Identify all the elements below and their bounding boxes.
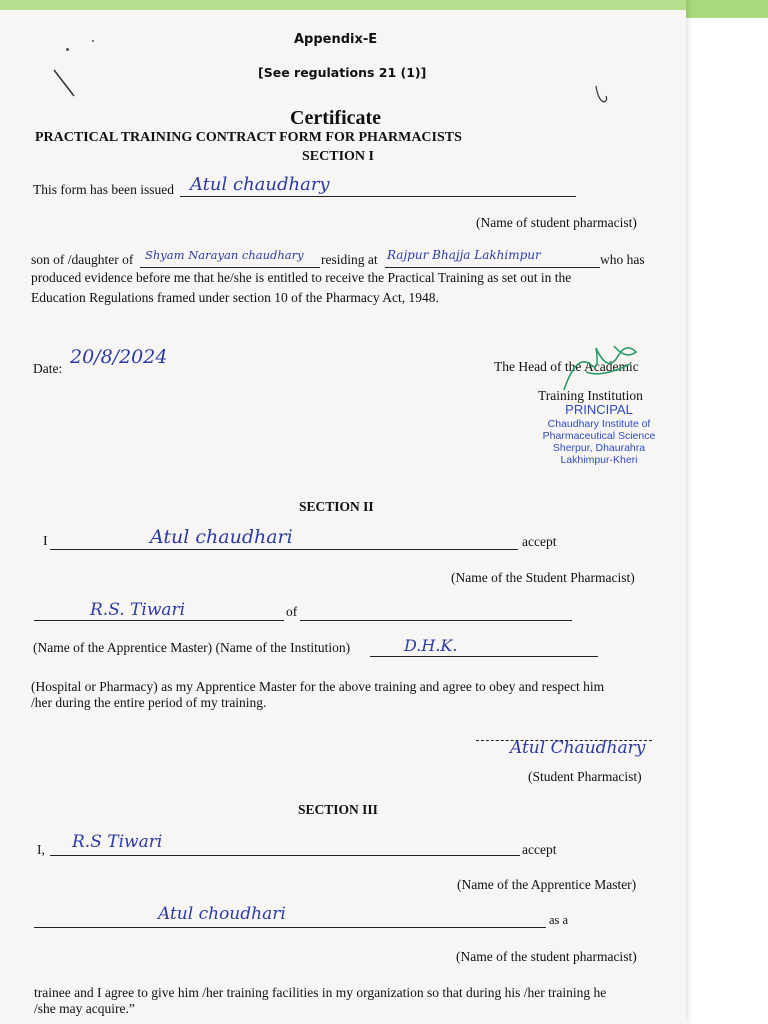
of-label: of <box>286 604 298 619</box>
training-institution-label: Training Institution <box>538 388 643 403</box>
handwritten-parent-name: Shyam Narayan chaudhary <box>145 248 304 262</box>
handwritten-address: Rajpur Bhajja Lakhimpur <box>387 248 541 262</box>
certificate-title: Certificate <box>290 107 382 129</box>
principal-signature-icon <box>556 334 646 398</box>
i-label: I, <box>37 842 45 857</box>
pen-mark-icon <box>50 66 80 100</box>
i-label: I <box>43 534 48 549</box>
ink-speck <box>92 40 94 42</box>
date-label: Date: <box>33 361 63 376</box>
form-title: PRACTICAL TRAINING CONTRACT FORM FOR PHARMACISTS <box>35 130 462 145</box>
regulation-reference: [See regulations 21 (1)] <box>258 65 427 80</box>
paper-top-edge <box>0 0 686 10</box>
handwritten-date: 20/8/2024 <box>70 346 168 368</box>
master-line <box>50 855 520 856</box>
as-a-label: as a <box>549 913 569 927</box>
handwritten-student-name: Atul chaudhary <box>190 174 330 195</box>
master-line <box>34 620 284 621</box>
handwritten-master-name: R.S Tiwari <box>72 832 163 852</box>
stamp-line: Sherpur, Dhaurahra <box>552 442 646 454</box>
pen-mark-icon <box>592 84 612 106</box>
master-caption: (Name of the Apprentice Master) <box>457 877 637 892</box>
issued-line <box>180 196 576 197</box>
handwritten-student-signature: Atul Chaudhary <box>510 738 646 758</box>
institution-line <box>300 620 572 621</box>
stamp-title: PRINCIPAL <box>565 402 633 417</box>
who-has-label: who has <box>600 252 645 267</box>
handwritten-master-name: R.S. Tiwari <box>90 600 186 620</box>
section-2-text-line: /her during the entire period of my training. <box>31 695 267 710</box>
student-line <box>34 927 546 928</box>
section-1-text-line: Education Regulations framed under section 10 of the Pharmacy Act, 1948. <box>31 290 439 305</box>
issued-label: This form has been issued <box>33 182 174 197</box>
student-caption: (Name of the Student Pharmacist) <box>451 570 635 585</box>
stamp-line: Chaudhary Institute of <box>547 418 651 430</box>
student-caption: (Name of the student pharmacist) <box>456 949 637 964</box>
son-of-label: son of /daughter of <box>31 252 134 267</box>
head-of-institution-label: The Head of the Academic <box>494 359 639 374</box>
handwritten-institution: D.H.K. <box>404 636 458 655</box>
accept-label: accept <box>522 534 557 549</box>
stamp-line: Pharmaceutical Science <box>542 430 656 442</box>
student-line <box>50 549 518 550</box>
handwritten-student-name: Atul choudhari <box>158 904 286 924</box>
section-3-text-line: /she may acquire.” <box>34 1001 135 1016</box>
residing-label: residing at <box>321 252 378 267</box>
stamp-line: Lakhimpur-Kheri <box>560 454 638 466</box>
ink-speck <box>66 48 69 51</box>
handwritten-student-name: Atul chaudhari <box>150 526 293 548</box>
section-1-heading: SECTION I <box>302 149 374 164</box>
master-institution-captions: (Name of the Apprentice Master) (Name of the Institution) <box>33 640 351 655</box>
section-2-heading: SECTION II <box>299 499 374 514</box>
student-caption: (Name of student pharmacist) <box>476 215 637 230</box>
accept-label: accept <box>522 842 557 857</box>
section-1-text-line: produced evidence before me that he/she is entitled to receive the Practical Training as set out in the <box>31 270 572 285</box>
section-3-heading: SECTION III <box>298 802 378 817</box>
signature-caption: (Student Pharmacist) <box>528 769 642 784</box>
institution-name-line <box>370 656 598 657</box>
section-3-text-line: trainee and I agree to give him /her training facilities in my organization so that during his /her training he <box>34 985 607 1000</box>
section-2-text-line: (Hospital or Pharmacy) as my Apprentice Master for the above training and agree to obey and respect him <box>31 679 605 694</box>
appendix-label: Appendix-E <box>294 32 378 47</box>
parent-line <box>140 267 320 268</box>
address-line <box>385 267 600 268</box>
